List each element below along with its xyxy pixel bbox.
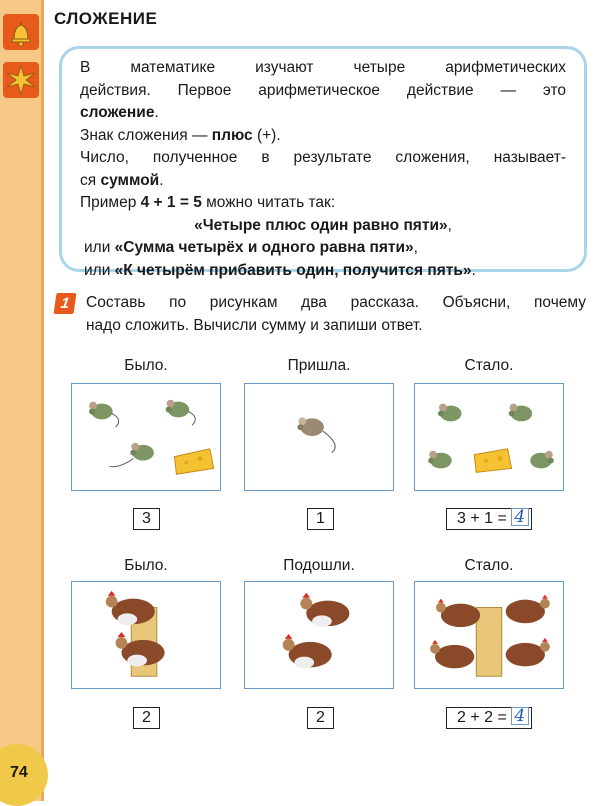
mouse-icon (89, 402, 119, 428)
picture-three-mice (71, 383, 221, 491)
equation-expression: 3 + 1 = (457, 510, 507, 527)
task-line: надо сложить. Вычисли сумму и запиши ответ. (86, 317, 423, 334)
rule-line: или «Сумма четырёх и одного равна пяти», (84, 239, 418, 256)
number-box: 2 (307, 707, 334, 729)
rule-line: В математике изучают четыре арифметических (80, 59, 566, 76)
picture-four-mice (414, 383, 564, 491)
page-title: СЛОЖЕНИЕ (54, 9, 158, 28)
answer-field[interactable]: 4 (511, 707, 529, 725)
mouse-icon (110, 443, 154, 467)
page-margin-line (41, 0, 44, 801)
number-box: 1 (307, 508, 334, 530)
picture-two-roosters-arrive (244, 581, 394, 689)
rule-line: или «К четырём прибавить один, получится пять». (84, 261, 476, 279)
caption-became: Стало. (464, 557, 514, 574)
star-icon (3, 62, 39, 98)
rule-line: Знак сложения — плюс (+). (80, 126, 281, 144)
task-line: Составь по рисункам два рассказа. Объясни, почему (86, 294, 586, 311)
mouse-icon (438, 404, 462, 422)
bell-icon (3, 14, 39, 50)
rule-line: ся суммой. (80, 171, 164, 189)
picture-four-roosters (414, 581, 564, 689)
picture-one-mouse (244, 383, 394, 491)
rule-line: Пример 4 + 1 = 5 можно читать так: (80, 194, 336, 211)
rule-line: сложение. (80, 104, 159, 121)
caption-was: Было. (124, 357, 168, 374)
page-number: 74 (10, 764, 28, 781)
number-box: 2 (133, 707, 160, 729)
equation-expression: 2 + 2 = (457, 709, 507, 726)
rooster-icon (506, 595, 550, 623)
equation-box (446, 508, 532, 530)
mouse-icon (297, 417, 335, 452)
cheese-icon (174, 449, 213, 475)
rooster-icon (300, 593, 349, 627)
caption-approached: Подошли. (283, 557, 355, 574)
rooster-icon (430, 640, 474, 668)
rule-line: «Четыре плюс один равно пяти», (194, 216, 452, 234)
rooster-icon (436, 599, 480, 627)
mouse-icon (509, 404, 533, 422)
picture-two-roosters (71, 581, 221, 689)
page-margin-strip (0, 0, 41, 801)
rule-line: Число, полученное в результате сложения, называет- (80, 149, 566, 166)
rooster-icon (106, 591, 155, 625)
caption-was: Было. (124, 557, 168, 574)
task-number-badge: 1 (54, 293, 77, 314)
mouse-icon (166, 400, 196, 426)
rule-line: действия. Первое арифметическое действие — это (80, 81, 566, 99)
equation-box (446, 707, 532, 729)
rooster-icon (283, 634, 332, 668)
rule-box (59, 46, 587, 279)
rooster-icon (506, 638, 550, 666)
mouse-icon (530, 451, 554, 469)
mouse-icon (428, 451, 452, 469)
caption-became: Стало. (464, 357, 514, 374)
task-text (86, 291, 586, 337)
caption-came: Пришла. (287, 357, 351, 374)
number-box: 3 (133, 508, 160, 530)
answer-field[interactable]: 4 (511, 508, 529, 526)
cheese-icon (474, 449, 511, 473)
